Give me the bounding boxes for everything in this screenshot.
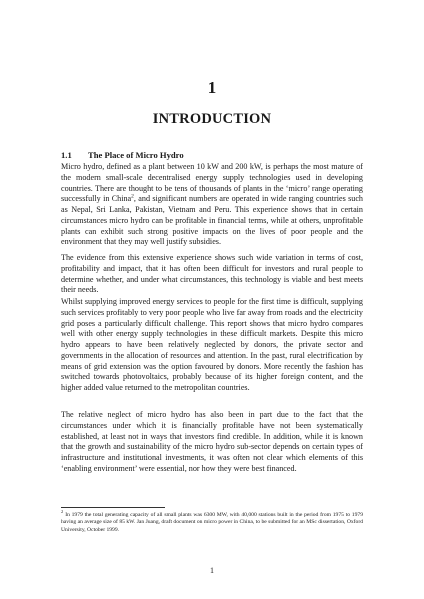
paragraph-1 xyxy=(61,162,363,248)
paragraph-2: The evidence from this extensive experience shows such wide variation in terms of cost, profitability and impact, that it has often been difficult for investors and rural people to determine whether, and under what circumstances, this technology is viable and best meets their needs. xyxy=(61,253,363,295)
paragraph-4: The relative neglect of micro hydro has also been in part due to the fact that the circumstances under which it is financially profitable have not been systematically established, at least not in ways that investors find credible. In addition, while it is known that the growth and sustainability of the micro hydro sub-sector depends on certain types of infrastructure and institutional investments, it was often not clear which elements of this ‘enabling environment’ were essential, nor how they were best financed. xyxy=(61,410,363,473)
footnote-mark: 2 xyxy=(61,509,64,515)
footnote-divider xyxy=(61,507,165,508)
paragraph-3: Whilst supplying improved energy services to people for the first time is difficult, supplying such services profitably to very poor people who live far away from roads and the electricity grid poses a particularly difficult challenge. This report shows that micro hydro compares well with other energy supply technologies in these difficult markets. Despite this micro hydro appears to have been relatively neglected by donors, the private sector and governments in the allocation of resources and attention. In the past, rural electrification by means of grid extension was the option favoured by donors. More recently the fashion has switched towards photovoltaics, probably because of its higher foreign content, and the higher added value returned to the metropolitan countries. xyxy=(61,297,363,392)
footnote-reference: 2 xyxy=(131,193,134,200)
section-heading xyxy=(61,150,381,160)
footnote-text: In 1979 the total generating capacity of all small plants was 6300 MW, with 40,000 stations built in the period from 1975 to 1979 having an average size of 85 kW. Jan Juang, draft document on micro power in China, to be submitted for an MSc dissertation, Oxford University, October 1999. xyxy=(61,512,363,533)
footnote xyxy=(61,509,363,534)
paragraph-1-text-a: Micro hydro, defined as a plant between 10 kW and 200 kW, is perhaps the most mature of the modern small-scale decentralised energy supply technologies used in developing countries. There are thought to be tens of thousands of plants in the ‘micro’ range operating successfully in China xyxy=(61,162,363,204)
paragraph-1-text-b: , and significant numbers are operated in wide ranging countries such as Nepal, Sri Lanka, Pakistan, Vietnam and Peru. This experience shows that in certain circumstances micro hydro can be profitable in financial terms, while at others, unprofitable plants can exhibit such strong positive impacts on the lives of poor people and the environment that they may well justify subsidies. xyxy=(61,194,363,247)
section-number: 1.1 xyxy=(61,150,72,160)
chapter-title: INTRODUCTION xyxy=(152,111,272,127)
section-title: The Place of Micro Hydro xyxy=(88,150,184,160)
chapter-number: 1 xyxy=(207,78,217,97)
page-number: 1 xyxy=(210,566,214,575)
